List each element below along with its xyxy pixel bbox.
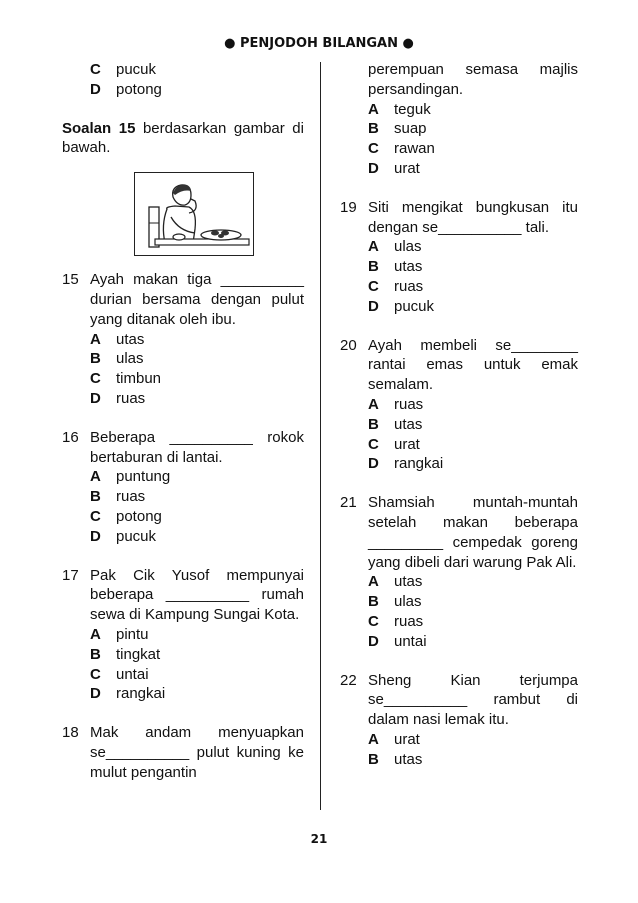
question-text: Mak andam menyuapkan se__________ pulut kuning ke mulut pengantin [90,724,304,781]
page-header: ● PENJODOH BILANGAN ● [224,36,414,51]
page-number: 21 [310,832,328,846]
prev-question-options [62,60,304,100]
question-22: 22 Sheng Kian terjumpa se__________ rambut di dalam nasi lemak itu. A urat B utas [340,671,578,768]
option[interactable]: B utas [368,258,423,276]
option[interactable]: B utas [368,750,423,768]
question-text: Sheng Kian terjumpa se__________ rambut di dalam nasi lemak itu. [368,671,578,729]
question-text: Ayah makan tiga __________ durian bersama dengan pulut yang ditanak oleh ibu. [90,271,304,328]
option[interactable]: B ulas [90,350,144,368]
soalan-instruction: Soalan 15 berdasarkan gambar di bawah. [62,119,304,157]
column-divider [320,62,321,810]
option[interactable]: B ruas [90,488,146,506]
option[interactable]: C timbun [90,370,162,388]
option[interactable]: D pucuk [90,527,157,545]
option[interactable]: A puntung [90,468,171,486]
option[interactable]: D ruas [90,389,146,407]
option[interactable]: C potong [90,507,162,525]
option[interactable]: C pucuk [90,61,157,78]
question-15: 15 Ayah makan tiga __________ durian bersama dengan pulut yang ditanak oleh ibu. A utas B ulas C timbun D ruas [62,271,304,407]
option[interactable]: A utas [368,573,423,591]
option[interactable]: A teguk [368,100,431,118]
man-eating-drawing [135,173,253,255]
option[interactable]: C urat [368,435,420,453]
question-21: 21 Shamsiah muntah-muntah setelah makan beberapa _________ cempedak goreng yang dibeli dari warung Pak Ali. A utas B ulas C ruas D untai [340,494,578,650]
left-column [62,60,304,783]
option[interactable]: A utas [90,330,145,348]
question-text: Shamsiah muntah-muntah setelah makan beberapa _________ cempedak goreng yang dibeli dari warung Pak Ali. [368,494,578,571]
option[interactable]: B tingkat [90,645,161,663]
question-18-continued [340,60,578,179]
question-text: Beberapa __________ rokok bertaburan di lantai. [90,428,304,466]
option[interactable]: B ulas [368,593,422,611]
option[interactable]: C ruas [368,277,424,295]
option[interactable]: D rangkai [368,455,444,473]
question-16: 16 Beberapa __________ rokok bertaburan di lantai. A puntung B ruas C potong D pucuk [62,428,304,545]
question-text: Ayah membeli se________ rantai emas untuk emak semalam. [368,336,578,394]
option[interactable]: D rangkai [90,685,166,703]
question-18: 18 Mak andam menyuapkan se__________ pulut kuning ke mulut pengantin [62,724,304,781]
question-text: perempuan semasa majlis persandingan. [368,61,578,98]
option[interactable]: A ulas [368,238,422,256]
question-17: 17 Pak Cik Yusof mempunyai beberapa __________ rumah sewa di Kampung Sungai Kota. A pintu B tingkat C untai D rangkai [62,566,304,703]
right-column [340,60,578,770]
option[interactable]: C ruas [368,612,424,630]
question-text: Pak Cik Yusof mempunyai beberapa __________ rumah sewa di Kampung Sungai Kota. [90,566,304,624]
option[interactable]: B suap [368,120,427,138]
option[interactable]: C untai [90,665,149,683]
option[interactable]: B utas [368,415,423,433]
question-19: 19 Siti mengikat bungkusan itu dengan se__________ tali. A ulas B utas C ruas D pucuk [340,198,578,315]
option[interactable]: A urat [368,730,420,748]
question-text: Siti mengikat bungkusan itu dengan se__________ tali. [368,198,578,236]
option[interactable]: D potong [90,80,162,98]
man-eating-illustration [134,172,254,256]
option[interactable]: D pucuk [368,297,435,315]
option[interactable]: A ruas [368,395,424,413]
option[interactable]: D urat [368,159,420,177]
option[interactable]: A pintu [90,625,149,643]
question-20: 20 Ayah membeli se________ rantai emas untuk emak semalam. A ruas B utas C urat D rangkai [340,336,578,473]
option[interactable]: D untai [368,632,427,650]
option[interactable]: C rawan [368,140,435,158]
